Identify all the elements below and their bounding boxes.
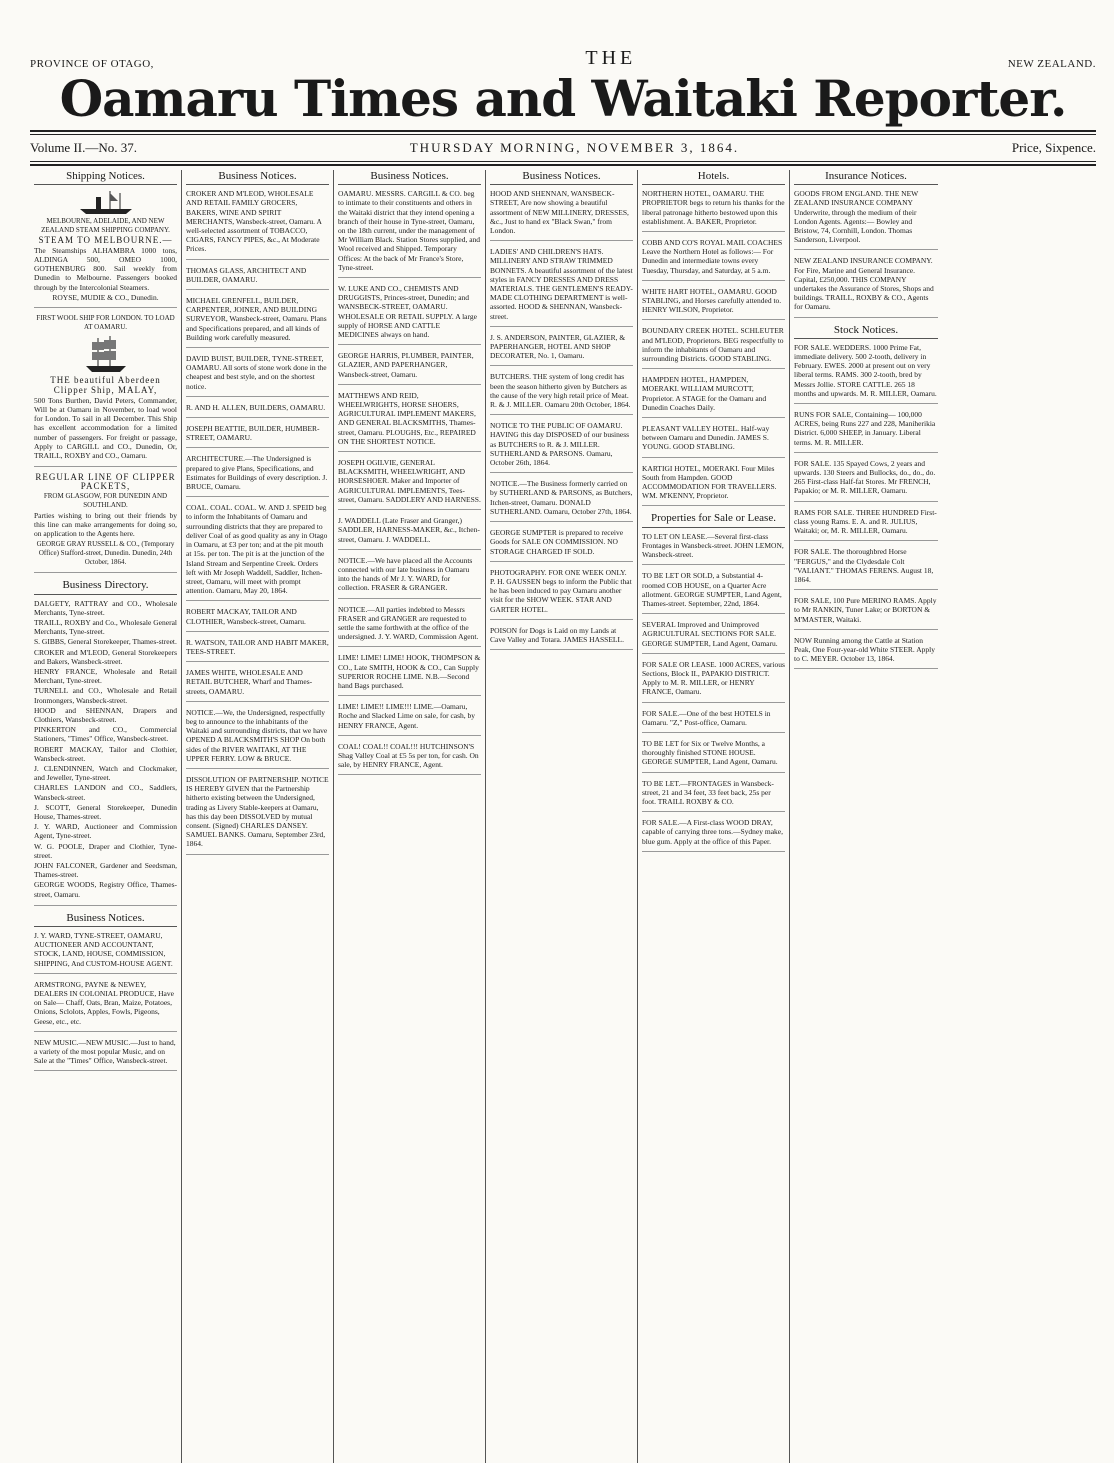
business-ad: PHOTOGRAPHY. FOR ONE WEEK ONLY. P. H. GAUSSEN begs to inform the Public that he has been induced to pay Oamaru another visit for the SHOW WEEK. STAR AND GARTER HOTEL.	[490, 568, 633, 620]
business-notices-heading: Business Notices.	[186, 170, 329, 185]
business-ad: J. S. ANDERSON, PAINTER, GLAZIER, & PAPERHANGER, HOTEL AND SHOP DECORATER, No. 1, Oamaru.	[490, 333, 633, 367]
hotel-ad: HAMPDEN HOTEL, HAMPDEN, MOERAKI. WILLIAM MURCOTT, Proprietor. A STAGE for the Oamaru and Dunedin Coaches Daily.	[642, 375, 785, 418]
directory-entry: J. CLENDINNEN, Watch and Clockmaker, and Jeweller, Tyne-street.	[34, 763, 177, 783]
insurance-ad: GOODS FROM ENGLAND. THE NEW ZEALAND INSURANCE COMPANY Underwrite, through the medium of their London Agents. Agents:— Bowley and Bristow, 74, Cornhill, London. Thomas Sanderson, Liverpool.	[794, 189, 938, 250]
ad-title: STEAM TO MELBOURNE.—	[38, 234, 173, 245]
column-5	[638, 170, 790, 1463]
newspaper-title: Oamaru Times and Waitaki Reporter.	[59, 69, 1067, 128]
business-ad: DISSOLUTION OF PARTNERSHIP. NOTICE IS HEREBY GIVEN that the Partnership hitherto existing between the Undersigned, trading as Livery Stable-keepers at Oamaru, has this day been DISSOLVED by mutual consent. (Signed) CHARLES DANSEY. SAMUEL BANKS. Oamaru, September 23rd, 1864.	[186, 775, 329, 855]
business-ad: GEORGE HARRIS, PLUMBER, PAINTER, GLAZIER, AND PAPERHANGER, Wansbeck-street, Oamaru.	[338, 351, 481, 385]
ad-title: THE beautiful Aberdeen Clipper Ship, MALAY,	[50, 375, 161, 395]
directory-entry: W. G. POOLE, Draper and Clothier, Tyne-street.	[34, 841, 177, 860]
stock-notices-heading: Stock Notices.	[794, 324, 938, 339]
hotel-ad: COBB AND CO'S ROYAL MAIL COACHES Leave the Northern Hotel as follows:— For Dunedin and intermediate towns every Tuesday, Thursday, and Saturday, at 5 a.m.	[642, 238, 785, 281]
hotel-ad: BOUNDARY CREEK HOTEL. SCHLEUTER and M'LEOD, Proprietors. BEG respectfully to inform the inhabitants of Oamaru and surrounding Districts. GOOD STABLING.	[642, 326, 785, 369]
business-ad: LIME! LIME!! LIME!!! LIME.—Oamaru, Roche and Slacked Lime on sale, for cash, by HENRY FRANCE, Agent.	[338, 702, 481, 736]
property-ad: SEVERAL Improved and Unimproved AGRICULTURAL SECTIONS FOR SALE. GEORGE SUMPTER, Land Agent, Oamaru.	[642, 620, 785, 654]
property-ad: TO LET ON LEASE.—Several first-class Frontages in Wansbeck-street. JOHN LEMON, Wansbeck-street.	[642, 532, 785, 566]
properties-heading: Properties for Sale or Lease.	[642, 512, 785, 527]
business-ad: POISON for Dogs is Laid on my Lands at Cave Valley and Totara. JAMES HASSELL.	[490, 626, 633, 650]
directory-entry: J. Y. WARD, Auctioneer and Commission Agent, Tyne-street.	[34, 822, 177, 841]
stock-ad: FOR SALE. The thoroughbred Horse "FERGUS," and the Clydesdale Colt "VALIANT." THOMAS FERENS. August 18, 1864.	[794, 547, 938, 590]
stock-ad: RUNS FOR SALE, Containing— 100,000 ACRES, being Runs 227 and 228, Maniherikia District. 6,000 SHEEP, in January. Liberal terms. M. R. MILLER.	[794, 410, 938, 453]
shipping-notices-heading: Shipping Notices.	[34, 170, 177, 185]
directory-entry: GEORGE WOODS, Registry Office, Thames-street, Oamaru.	[34, 880, 177, 899]
directory-entry: S. GIBBS, General Storekeeper, Thames-street.	[34, 637, 177, 647]
property-ad: FOR SALE.—One of the best HOTELS in Oamaru. "Z," Post-office, Oamaru.	[642, 709, 785, 733]
business-ad: NOTICE.—The Business formerly carried on by SUTHERLAND & PARSONS, as Butchers, Itchen-street, Oamaru. DONALD SUTHERLAND. Oamaru, October 27th, 1864.	[490, 479, 633, 522]
directory-entry: TRAILL, ROXBY and Co., Wholesale General Merchants, Tyne-street.	[34, 617, 177, 637]
column-6	[790, 170, 942, 1463]
stock-ad: FOR SALE. WEDDERS. 1000 Prime Fat, immediate delivery. 500 2-tooth, delivery in February. EWES. 2000 at present out on very liberal terms. RAMS. 300 2-tooth, bred by Messrs Jollie. STORE CATTLE. 265 18 months and upwards. M. R. MILLER, Oamaru.	[794, 343, 938, 404]
dateline-rule	[30, 161, 1096, 166]
ad-subtitle: FROM GLASGOW, FOR DUNEDIN AND SOUTHLAND.	[43, 491, 168, 509]
hotel-ad: NORTHERN HOTEL, OAMARU. THE PROPRIETOR begs to return his thanks for the liberal patronage hitherto bestowed upon this establishment. A. BAKER, Proprietor.	[642, 189, 785, 232]
dateline	[30, 135, 1096, 161]
directory-entry: ROBERT MACKAY, Tailor and Clothier, Wansbeck-street.	[34, 744, 177, 763]
business-directory	[34, 599, 177, 906]
wool-ship-ad	[34, 314, 177, 467]
steam-melbourne-ad	[34, 189, 177, 308]
business-directory-heading: Business Directory.	[34, 579, 177, 594]
business-ad: NOTICE TO THE PUBLIC OF OAMARU. HAVING this day DISPOSED of our business as BUTCHERS to R. & J. MILLER. SUTHERLAND & PARSONS. Oamaru, October 26th, 1864.	[490, 421, 633, 473]
business-ad: JAMES WHITE, WHOLESALE AND RETAIL BUTCHER, Wharf and Thames-streets, OAMARU.	[186, 668, 329, 702]
ad-body: Parties wishing to bring out their friends by this line can make arrangements for doing so, on application to the Agents here.	[34, 511, 177, 539]
issue-date: THURSDAY MORNING, NOVEMBER 3, 1864.	[409, 140, 740, 155]
insurance-ad: NEW ZEALAND INSURANCE COMPANY. For Fire, Marine and General Insurance. Capital, £250,000. THIS COMPANY undertakes the Assurance of Stores, Shops and buildings. TRAILL, ROXBY & CO., Agents for Oamaru.	[794, 256, 938, 317]
business-ad: BUTCHERS. THE system of long credit has been the season hitherto given by Butchers as the cause of the very high retail price of Meat. R. & J. MILLER. Oamaru 20th October, 1864.	[490, 372, 633, 415]
the-label: THE	[585, 47, 637, 69]
ad-heading: FIRST WOOL SHIP FOR LONDON. TO LOAD AT OAMARU.	[36, 314, 175, 332]
property-ad: FOR SALE.—A First-class WOOD DRAY, capable of carrying three tons.—Sydney make, blue gum. Apply at the office of this Paper.	[642, 818, 785, 852]
business-ad: R. WATSON, TAILOR AND HABIT MAKER, TEES-STREET.	[186, 638, 329, 662]
property-ad: TO BE LET OR SOLD, a Substantial 4-roomed COB HOUSE, on a Quarter Acre allotment. GEORGE SUMPTER, Land Agent, Thames-street. September, 22nd, 1864.	[642, 571, 785, 614]
business-ad: COAL! COAL!! COAL!!! HUTCHINSON'S Shag Valley Coal at £5 5s per ton, for cash. On sale, by HENRY FRANCE, Agent.	[338, 742, 481, 776]
directory-entry: DALGETY, RATTRAY and CO., Wholesale Merchants, Tyne-street.	[34, 598, 177, 617]
business-ad: W. LUKE AND CO., CHEMISTS AND DRUGGISTS, Princes-street, Dunedin; and WANSBECK-STREET, OAMARU. WHOLESALE OR RETAIL SUPPLY. A large supply of HORSE AND CATTLE MEDICINES always on hand.	[338, 284, 481, 345]
business-ad: JOSEPH OGILVIE, GENERAL BLACKSMITH, WHEELWRIGHT, AND HORSESHOER. Maker and Importer of AGRICULTURAL IMPLEMENTS, Tees-street, Oamaru. SADDLERY AND HARNESS.	[338, 458, 481, 510]
business-ad: NOTICE.—We have placed all the Accounts connected with our late business in Oamaru into the hands of Mr J. Y. WARD, for collection. FRASER & GRANGER.	[338, 556, 481, 599]
ad-body: 500 Tons Burthen, David Peters, Commander, Will be at Oamaru in November, to load wool for London. To sail in all December. This Ship has excellent accommodation for a limited number of passengers. For freight or passage, Apply to CARGILL and CO., Dunedin, Or, TRAILL, ROXBY and CO., Oamaru.	[34, 395, 177, 461]
province-label: PROVINCE OF OTAGO,	[30, 58, 154, 70]
directory-entry: CHARLES LANDON and CO., Saddlers, Wansbeck-street.	[34, 783, 177, 802]
hotel-ad: KARTIGI HOTEL, MOERAKI. Four Miles South from Hampden. GOOD ACCOMMODATION FOR TRAVELLERS. WM. M'KENNY, Proprietor.	[642, 464, 785, 507]
business-notices-heading: Business Notices.	[490, 170, 633, 185]
clipper-packets-ad	[34, 473, 177, 573]
directory-entry: HENRY FRANCE, Wholesale and Retail Merchant, Tyne-street.	[34, 666, 177, 686]
business-ad: NOTICE.—We, the Undersigned, respectfully beg to announce to the inhabitants of the Waitaki and surrounding districts, that we have OPENED A BLACKSMITH'S SHOP On both sides of the RIVER WAITAKI, AT THE UPPER FERRY. LOW & BRUCE.	[186, 708, 329, 769]
country-label: NEW ZEALAND.	[1007, 58, 1096, 70]
ad-signature: GEORGE GRAY RUSSELL & CO., (Temporary Office) Stafford-street, Dunedin. Dunedin, 24th October, 1864.	[36, 539, 175, 567]
business-ad: COAL. COAL. COAL. W. AND J. SPEID beg to inform the Inhabitants of Oamaru and surrounding districts that they are prepared to deliver Coal of as good quality as any in Otago in Oamaru, at £3 per ton; and at the pit mouth at 15s. per ton. The pit is at the junction of the Island Stream and Serpentine Creek. Orders left with Mr Joseph Waddell, Saddler, Itchen-street, Oamaru, will meet with prompt attention. Oamaru, May 20, 1864.	[186, 503, 329, 601]
business-notices-heading: Business Notices.	[338, 170, 481, 185]
columns	[30, 170, 1096, 1463]
business-ad: ARCHITECTURE.—The Undersigned is prepared to give Plans, Specifications, and Estimates for Buildings of every description. J. BRUCE, Oamaru.	[186, 454, 329, 497]
business-ad: DAVID BUIST, BUILDER, TYNE-STREET, OAMARU. All sorts of stone work done in the cheapest and best style, and on the shortest notice.	[186, 354, 329, 397]
directory-entry: CROKER and M'LEOD, General Storekeepers and Bakers, Wansbeck-street.	[34, 647, 177, 666]
business-ad: CROKER AND M'LEOD, WHOLESALE AND RETAIL FAMILY GROCERS, BAKERS, WINE AND SPIRIT MERCHANTS, Wansbeck-street, Oamaru. A well-selected assortment of TOBACCO, CIGARS, FANCY PIPES, &c., At Moderate Prices.	[186, 189, 329, 259]
steamship-icon	[34, 189, 177, 215]
stock-ad: RAMS FOR SALE. THREE HUNDRED First-class young Rams. E. A. and R. JULIUS, Waitaki; or, M. R. MILLER, Oamaru.	[794, 508, 938, 542]
column-3	[334, 170, 486, 1463]
newspaper-page	[30, 40, 1096, 1450]
column-2	[182, 170, 334, 1463]
stock-ad: FOR SALE. 135 Spayed Cows, 2 years and upwards. 130 Steers and Bullocks, do., do., do. 265 First-class Half-fat Stores. Mr FRENCH, Papakio; or M. R. MILLER, Oamaru.	[794, 459, 938, 502]
business-ad: J. WADDELL (Late Fraser and Granger,) SADDLER, HARNESS-MAKER, &c., Itchen-street, Oamaru. J. WADDELL.	[338, 516, 481, 550]
stock-ad: FOR SALE, 100 Pure MERINO RAMS. Apply to Mr RANKIN, Tuner Lake; or BORTON & M'MASTER, Waitaki.	[794, 596, 938, 630]
directory-entry: J. SCOTT, General Storekeeper, Dunedin House, Thames-street.	[34, 802, 177, 821]
directory-entry: TURNELL and CO., Wholesale and Retail Ironmongers, Wansbeck-street.	[34, 686, 177, 705]
business-ad: ROBERT MACKAY, TAILOR AND CLOTHIER, Wansbeck-street, Oamaru.	[186, 607, 329, 631]
business-ad: OAMARU. MESSRS. CARGILL & CO. beg to intimate to their constituents and others in the Waitaki district that they intend opening a branch of their house in Tyne-street, Oamaru, on the 18th current, under the management of Mr William Black. Station Stores supplied, and Wool received and Shipped. Temporary Offices: At the back of Mr France's Store, Tyne-street.	[338, 189, 481, 278]
column-1	[30, 170, 182, 1463]
music-ad: NEW MUSIC.—NEW MUSIC.—Just to hand, a variety of the most popular Music, and on Sale at the "Times" Office, Wansbeck-street.	[34, 1038, 177, 1072]
hotels-heading: Hotels.	[642, 170, 785, 185]
ad-body: The Steamships ALHAMBRA 1000 tons, ALDINGA 500, OMEO 1000, GOTHENBURG 800. Sail weekly from Dunedin to Melbourne. Passengers booked through by the Intercolonial Steamers.	[34, 245, 177, 292]
directory-entry: HOOD and SHENNAN, Drapers and Clothiers, Wansbeck-street.	[34, 705, 177, 724]
property-ad: FOR SALE OR LEASE. 1000 ACRES, various Sections, Block II., PAPAKIO DISTRICT. Apply to M. R. MILLER, or HENRY FRANCE, Oamaru.	[642, 660, 785, 703]
ad-title: REGULAR LINE OF CLIPPER PACKETS,	[35, 472, 176, 492]
business-ad: LIME! LIME! LIME! HOOK, THOMPSON & CO., Late SMITH, HOOK & CO., Can Supply SUPERIOR ROCHE LIME. N.B.—Second hand Bags purchased.	[338, 653, 481, 696]
directory-entry: PINKERTON and CO., Commercial Stationers, "Times" Office, Wansbeck-street.	[34, 725, 177, 744]
business-ad: MATTHEWS AND REID, WHEELWRIGHTS, HORSE SHOERS, AGRICULTURAL IMPLEMENT MAKERS, AND GENERAL BLACKSMITHS, Thames-street, Oamaru. PLOUGHS, Etc., REPAIRED ON THE SHORTEST NOTICE.	[338, 391, 481, 452]
business-ad: LADIES' AND CHILDREN'S HATS. MILLINERY AND STRAW TRIMMED BONNETS. A beautiful assortment of the latest styles in FANCY DRESSES AND DRESS MATERIALS. THE GENTLEMEN'S READY-MADE CLOTHING DEPARTMENT is well-assorted. HOOD & SHENNAN, Wansbeck-street.	[490, 247, 633, 327]
property-ad: TO BE LET.—FRONTAGES in Wansbeck-street, 21 and 34 feet, 33 feet back, 25s per foot. TRAILL ROXBY & CO.	[642, 779, 785, 813]
business-ad: THOMAS GLASS, ARCHITECT AND BUILDER, OAMARU.	[186, 266, 329, 290]
ward-ad: J. Y. WARD, TYNE-STREET, OAMARU, AUCTIONEER AND ACCOUNTANT, STOCK, LAND, HOUSE, COMMISSION, SHIPPING, And CUSTOM-HOUSE AGENT.	[34, 931, 177, 974]
ad-signature: ROYSE, MUDIE & CO., Dunedin.	[52, 292, 159, 302]
armstrong-ad: ARMSTRONG, PAYNE & NEWEY, DEALERS IN COLONIAL PRODUCE, Have on Sale— Chaff, Oats, Bran, Maize, Potatoes, Onions, Sclolots, Apples, Fowls, Pigeons, Geese, etc., etc.	[34, 980, 177, 1032]
business-ad: JOSEPH BEATTIE, BUILDER, HUMBER-STREET, OAMARU.	[186, 424, 329, 448]
business-ad: GEORGE SUMPTER is prepared to receive Goods for SALE ON COMMISSION. NO STORAGE CHARGED IF SOLD.	[490, 528, 633, 562]
column-4	[486, 170, 638, 1463]
business-ad: R. AND H. ALLEN, BUILDERS, OAMARU.	[186, 403, 329, 418]
masthead-top	[30, 40, 1096, 70]
business-notices-heading: Business Notices.	[34, 912, 177, 927]
volume-number: Volume II.—No. 37.	[30, 140, 138, 155]
business-ad: HOOD AND SHENNAN, WANSBECK-STREET, Are now showing a beautiful assortment of NEW MILLINERY, DRESSES, &c., Just to hand ex "Black Swan," from London.	[490, 189, 633, 241]
business-ad: MICHAEL GRENFELL, BUILDER, CARPENTER, JOINER, AND BUILDING SURVEYOR, Wansbeck-street, Oamaru. Plans and Specifications prepared, and all kinds of Building work carefully measured.	[186, 296, 329, 348]
insurance-notices-heading: Insurance Notices.	[794, 170, 938, 185]
business-ad: NOTICE.—All parties indebted to Messrs FRASER and GRANGER are requested to settle the same forthwith at the office of the undersigned. J. Y. WARD, Commission Agent.	[338, 605, 481, 648]
clipper-ship-icon	[34, 334, 177, 374]
company-name: MELBOURNE, ADELAIDE, AND NEW ZEALAND STEAM SHIPPING COMPANY.	[41, 217, 170, 235]
price: Price, Sixpence.	[1011, 140, 1096, 155]
property-ad: TO BE LET for Six or Twelve Months, a thoroughly finished STONE HOUSE. GEORGE SUMPTER, Land Agent, Oamaru.	[642, 739, 785, 773]
directory-entry: JOHN FALCONER, Gardener and Seedsman, Thames-street.	[34, 860, 177, 880]
stock-ad: NOW Running among the Cattle at Station Peak, One Four-year-old White STEER. Apply to C. MEYER. October 13, 1864.	[794, 636, 938, 670]
hotel-ad: PLEASANT VALLEY HOTEL. Half-way between Oamaru and Dunedin. JAMES S. YOUNG. GOOD STABLING.	[642, 424, 785, 458]
hotel-ad: WHITE HART HOTEL, OAMARU. GOOD STABLING, and Horses carefully attended to. HENRY WILSON, Proprietor.	[642, 287, 785, 321]
